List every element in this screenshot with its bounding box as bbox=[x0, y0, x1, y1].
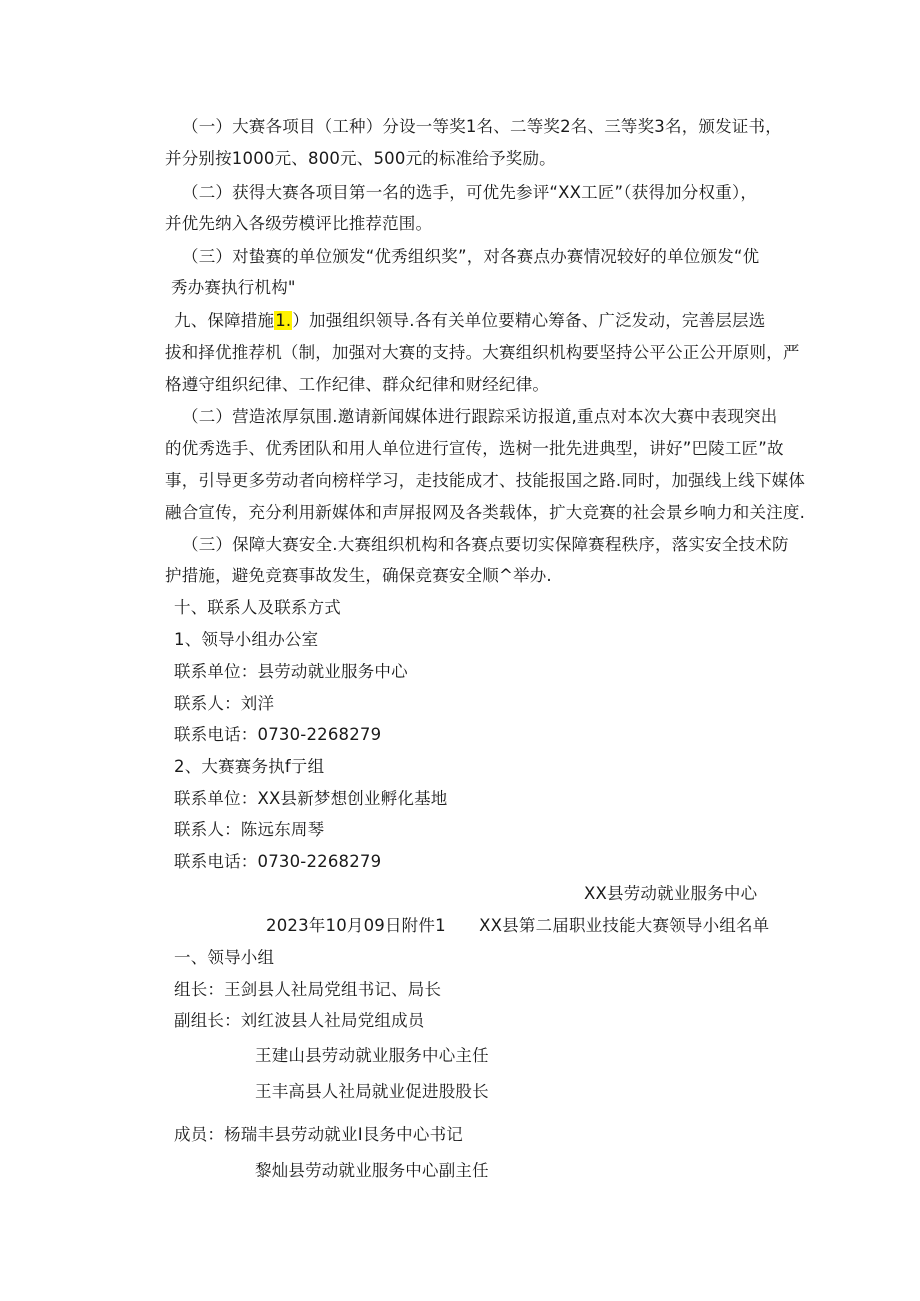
section9-line2: 拔和择优推荐机（制，加强对大赛的支持。大赛组织机构要坚持公平公正公开原则，严 bbox=[165, 343, 800, 362]
contact-group2-person: 联系人：陈远东周琴 bbox=[174, 820, 325, 839]
contact-group2-unit: 联系单位：XX县新梦想创业孵化基地 bbox=[174, 789, 448, 808]
contact-group1-person: 联系人：刘洋 bbox=[174, 694, 275, 713]
annex-member1: 成员：杨瑞丰县劳动就业I艮务中心书记 bbox=[174, 1125, 463, 1144]
annex-deputy3: 王丰高县人社局就业促进股股长 bbox=[255, 1082, 489, 1101]
contact-group1-phone: 联系电话：0730-2268279 bbox=[174, 725, 382, 744]
annex-leader: 组长：王剑县人社局党组书记、局长 bbox=[174, 980, 442, 999]
section9-line1 bbox=[174, 310, 765, 332]
awards-p3-line2: 秀办赛执行机构" bbox=[171, 278, 296, 297]
awards-p3-line1: （三）对蛰赛的单位颁发“优秀组织奖”，对各赛点办赛情况较好的单位颁发“优 bbox=[182, 247, 760, 266]
contact-group1-title: 1、领导小组办公室 bbox=[174, 630, 319, 649]
section9-p3-line1: （三）保障大赛安全.大赛组织机构和各赛点要切实保障赛程秩序，落实安全技术防 bbox=[182, 535, 789, 554]
signature-org: XX县劳动就业服务中心 bbox=[584, 884, 758, 903]
contact-group1-unit: 联系单位：县劳动就业服务中心 bbox=[174, 662, 408, 681]
section9-p2-line4: 融合宣传，充分利用新媒体和声屏报网及各类载体，扩大竞赛的社会景乡响力和关注度. bbox=[165, 503, 806, 522]
section9-p2-line1: （二）营造浓厚氛围.邀请新闻媒体进行跟踪采访报道,重点对本次大赛中表现突出 bbox=[182, 407, 778, 426]
signature-date-annex-title: 2023年10月09日附件1 XX县第二届职业技能大赛领导小组名单 bbox=[266, 916, 770, 935]
awards-p1-line1: （一）大赛各项目（工种）分设一等奖1名、二等奖2名、三等奖3名，颁发证书， bbox=[182, 117, 782, 136]
section9-line3: 格遵守组织纪律、工作纪律、群众纪律和财经纪律。 bbox=[165, 375, 550, 394]
annex-heading: 一、领导小组 bbox=[174, 948, 275, 967]
annex-deputy1: 副组长：刘红波县人社局党组成员 bbox=[174, 1011, 425, 1030]
highlighted-number: 1. bbox=[275, 311, 292, 330]
section9-line1-rest: ）加强组织领导.各有关单位要精心筹备、广泛发动，完善层层选 bbox=[292, 311, 766, 330]
contact-group2-phone: 联系电话：0730-2268279 bbox=[174, 852, 382, 871]
contact-group2-title: 2、大赛赛务执f亍组 bbox=[174, 757, 325, 776]
annex-deputy2: 王建山县劳动就业服务中心主任 bbox=[255, 1046, 489, 1065]
awards-p2-line1: （二）获得大赛各项目第一名的选手，可优先参评“XX工匠”（获得加分权重）， bbox=[182, 183, 758, 202]
section10-heading: 十、联系人及联系方式 bbox=[174, 598, 341, 617]
section9-p3-line2: 护措施，避免竞赛事故发生，确保竞赛安全顺^举办. bbox=[165, 566, 552, 585]
section9-p2-line2: 的优秀选手、优秀团队和用人单位进行宣传，选树一批先进典型，讲好”巴陵工匠”故 bbox=[165, 439, 784, 458]
awards-p1-line2: 并分别按1000元、800元、500元的标准给予奖励。 bbox=[165, 149, 556, 168]
section9-p2-line3: 事，引导更多劳动者向榜样学习，走技能成才、技能报国之路.同时，加强线上线下媒体 bbox=[165, 471, 806, 490]
section9-heading: 九、保障措施 bbox=[174, 311, 275, 330]
awards-p2-line2: 并优先纳入各级劳模评比推荐范围。 bbox=[165, 214, 433, 233]
annex-member2: 黎灿县劳动就业服务中心副主任 bbox=[255, 1161, 489, 1180]
